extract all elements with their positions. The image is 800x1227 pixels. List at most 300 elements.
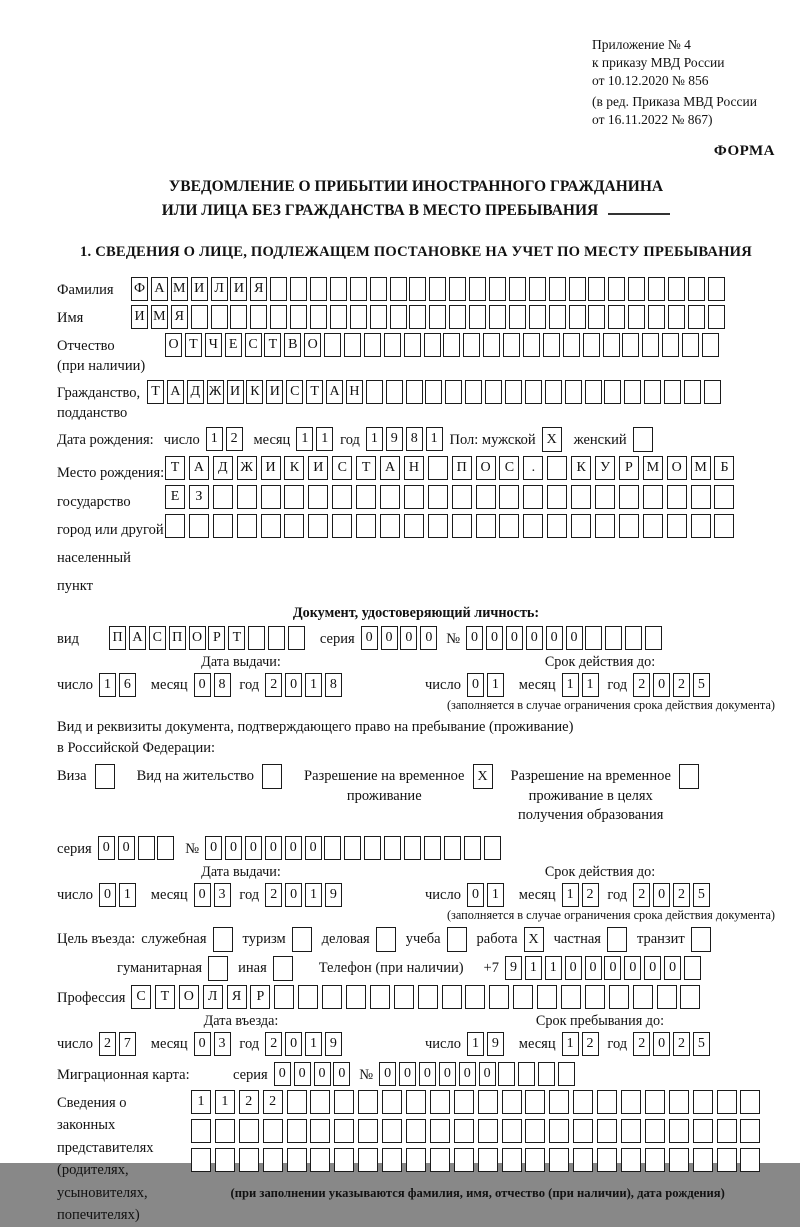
char-cell[interactable]: 0 bbox=[118, 836, 135, 860]
char-cell[interactable]: 2 bbox=[265, 883, 282, 907]
char-cell[interactable] bbox=[382, 1090, 402, 1114]
char-cell[interactable]: Р bbox=[619, 456, 639, 480]
char-cell[interactable] bbox=[165, 514, 185, 538]
char-cell[interactable] bbox=[394, 985, 414, 1009]
char-cell[interactable] bbox=[523, 514, 543, 538]
profession-input[interactable] bbox=[131, 985, 704, 1009]
doc-number-input[interactable] bbox=[466, 626, 665, 650]
char-cell[interactable]: П bbox=[109, 626, 126, 650]
char-cell[interactable]: 2 bbox=[263, 1090, 283, 1114]
char-cell[interactable]: П bbox=[452, 456, 472, 480]
char-cell[interactable] bbox=[332, 485, 352, 509]
char-cell[interactable] bbox=[380, 485, 400, 509]
validity-month-input[interactable] bbox=[562, 673, 602, 697]
char-cell[interactable] bbox=[573, 1119, 593, 1143]
char-cell[interactable]: Т bbox=[356, 456, 376, 480]
char-cell[interactable] bbox=[523, 485, 543, 509]
char-cell[interactable] bbox=[565, 380, 582, 404]
char-cell[interactable] bbox=[465, 380, 482, 404]
char-cell[interactable]: 1 bbox=[305, 883, 322, 907]
purpose-humanitarian-checkbox[interactable] bbox=[208, 956, 228, 981]
char-cell[interactable]: А bbox=[129, 626, 146, 650]
char-cell[interactable]: С bbox=[332, 456, 352, 480]
char-cell[interactable] bbox=[624, 380, 641, 404]
validity-year-input[interactable] bbox=[633, 673, 713, 697]
char-cell[interactable]: 0 bbox=[205, 836, 222, 860]
char-cell[interactable] bbox=[404, 514, 424, 538]
char-cell[interactable]: 0 bbox=[439, 1062, 456, 1086]
issue-day-input[interactable] bbox=[99, 673, 139, 697]
char-cell[interactable]: 0 bbox=[400, 626, 417, 650]
char-cell[interactable] bbox=[274, 985, 294, 1009]
char-cell[interactable] bbox=[346, 985, 366, 1009]
char-cell[interactable] bbox=[261, 485, 281, 509]
char-cell[interactable] bbox=[708, 305, 725, 329]
char-cell[interactable] bbox=[523, 333, 540, 357]
char-cell[interactable] bbox=[386, 380, 403, 404]
char-cell[interactable] bbox=[498, 1062, 515, 1086]
char-cell[interactable] bbox=[428, 514, 448, 538]
char-cell[interactable] bbox=[684, 380, 701, 404]
issue-year-input[interactable] bbox=[265, 673, 345, 697]
issue-year-input[interactable] bbox=[265, 883, 345, 907]
char-cell[interactable] bbox=[478, 1090, 498, 1114]
char-cell[interactable]: 0 bbox=[664, 956, 681, 980]
char-cell[interactable]: 0 bbox=[381, 626, 398, 650]
char-cell[interactable] bbox=[484, 836, 501, 860]
char-cell[interactable] bbox=[452, 514, 472, 538]
char-cell[interactable] bbox=[444, 836, 461, 860]
char-cell[interactable] bbox=[603, 333, 620, 357]
char-cell[interactable] bbox=[442, 985, 462, 1009]
char-cell[interactable] bbox=[370, 277, 387, 301]
char-cell[interactable] bbox=[537, 985, 557, 1009]
char-cell[interactable] bbox=[585, 985, 605, 1009]
char-cell[interactable] bbox=[525, 1119, 545, 1143]
char-cell[interactable] bbox=[454, 1119, 474, 1143]
char-cell[interactable]: О bbox=[476, 456, 496, 480]
char-cell[interactable] bbox=[608, 277, 625, 301]
validity-day-input[interactable] bbox=[467, 673, 507, 697]
char-cell[interactable] bbox=[284, 514, 304, 538]
char-cell[interactable] bbox=[489, 277, 506, 301]
char-cell[interactable] bbox=[261, 514, 281, 538]
char-cell[interactable]: 2 bbox=[226, 427, 243, 451]
representatives-row3-input[interactable] bbox=[191, 1148, 764, 1172]
char-cell[interactable] bbox=[645, 1090, 665, 1114]
char-cell[interactable]: 2 bbox=[633, 673, 650, 697]
char-cell[interactable] bbox=[308, 514, 328, 538]
char-cell[interactable]: 0 bbox=[653, 1032, 670, 1056]
char-cell[interactable] bbox=[525, 1090, 545, 1114]
char-cell[interactable]: К bbox=[571, 456, 591, 480]
migration-series-input[interactable] bbox=[274, 1062, 354, 1086]
char-cell[interactable] bbox=[270, 305, 287, 329]
char-cell[interactable] bbox=[237, 514, 257, 538]
entry-day-input[interactable] bbox=[99, 1032, 139, 1056]
char-cell[interactable] bbox=[454, 1090, 474, 1114]
char-cell[interactable] bbox=[588, 305, 605, 329]
char-cell[interactable] bbox=[263, 1148, 283, 1172]
char-cell[interactable] bbox=[213, 514, 233, 538]
char-cell[interactable] bbox=[585, 626, 602, 650]
char-cell[interactable]: Е bbox=[225, 333, 242, 357]
char-cell[interactable] bbox=[608, 305, 625, 329]
char-cell[interactable] bbox=[406, 1119, 426, 1143]
char-cell[interactable]: 1 bbox=[562, 1032, 579, 1056]
char-cell[interactable]: С bbox=[149, 626, 166, 650]
char-cell[interactable] bbox=[642, 333, 659, 357]
char-cell[interactable] bbox=[619, 485, 639, 509]
char-cell[interactable]: 2 bbox=[265, 673, 282, 697]
char-cell[interactable] bbox=[191, 305, 208, 329]
char-cell[interactable]: 2 bbox=[673, 673, 690, 697]
char-cell[interactable] bbox=[334, 1090, 354, 1114]
char-cell[interactable] bbox=[250, 305, 267, 329]
char-cell[interactable]: И bbox=[308, 456, 328, 480]
char-cell[interactable]: О bbox=[667, 456, 687, 480]
purpose-work-checkbox[interactable]: X bbox=[524, 927, 544, 952]
char-cell[interactable]: 1 bbox=[316, 427, 333, 451]
char-cell[interactable]: Т bbox=[147, 380, 164, 404]
char-cell[interactable]: Ф bbox=[131, 277, 148, 301]
birth-place-row2-input[interactable] bbox=[165, 485, 738, 509]
char-cell[interactable] bbox=[505, 380, 522, 404]
birth-place-row3-input[interactable] bbox=[165, 514, 738, 538]
char-cell[interactable]: У bbox=[595, 456, 615, 480]
char-cell[interactable] bbox=[476, 485, 496, 509]
char-cell[interactable] bbox=[424, 836, 441, 860]
char-cell[interactable]: 2 bbox=[633, 1032, 650, 1056]
char-cell[interactable]: Т bbox=[228, 626, 245, 650]
char-cell[interactable] bbox=[648, 277, 665, 301]
char-cell[interactable]: 1 bbox=[206, 427, 223, 451]
char-cell[interactable] bbox=[571, 514, 591, 538]
char-cell[interactable] bbox=[298, 985, 318, 1009]
char-cell[interactable] bbox=[237, 485, 257, 509]
validity-year-input[interactable] bbox=[633, 883, 713, 907]
char-cell[interactable] bbox=[585, 380, 602, 404]
char-cell[interactable]: Д bbox=[187, 380, 204, 404]
char-cell[interactable] bbox=[509, 277, 526, 301]
char-cell[interactable] bbox=[483, 333, 500, 357]
char-cell[interactable]: 0 bbox=[314, 1062, 331, 1086]
issue-month-input[interactable] bbox=[194, 883, 234, 907]
char-cell[interactable] bbox=[384, 333, 401, 357]
char-cell[interactable] bbox=[708, 277, 725, 301]
char-cell[interactable] bbox=[662, 333, 679, 357]
char-cell[interactable]: 1 bbox=[467, 1032, 484, 1056]
char-cell[interactable] bbox=[452, 485, 472, 509]
char-cell[interactable]: 0 bbox=[305, 836, 322, 860]
char-cell[interactable]: 0 bbox=[285, 1032, 302, 1056]
char-cell[interactable]: 1 bbox=[119, 883, 136, 907]
char-cell[interactable] bbox=[469, 277, 486, 301]
char-cell[interactable]: М bbox=[171, 277, 188, 301]
char-cell[interactable] bbox=[513, 985, 533, 1009]
representatives-row1-input[interactable] bbox=[191, 1090, 764, 1114]
char-cell[interactable] bbox=[645, 626, 662, 650]
char-cell[interactable]: 2 bbox=[239, 1090, 259, 1114]
char-cell[interactable] bbox=[406, 1090, 426, 1114]
char-cell[interactable]: З bbox=[189, 485, 209, 509]
char-cell[interactable]: 5 bbox=[693, 1032, 710, 1056]
char-cell[interactable] bbox=[693, 1148, 713, 1172]
char-cell[interactable] bbox=[688, 305, 705, 329]
char-cell[interactable]: 1 bbox=[545, 956, 562, 980]
char-cell[interactable] bbox=[622, 333, 639, 357]
char-cell[interactable]: М bbox=[151, 305, 168, 329]
char-cell[interactable]: Н bbox=[404, 456, 424, 480]
char-cell[interactable] bbox=[382, 1148, 402, 1172]
temp-residence-checkbox[interactable]: X bbox=[473, 764, 493, 789]
char-cell[interactable] bbox=[518, 1062, 535, 1086]
char-cell[interactable] bbox=[644, 380, 661, 404]
char-cell[interactable] bbox=[404, 836, 421, 860]
char-cell[interactable] bbox=[287, 1148, 307, 1172]
char-cell[interactable]: 1 bbox=[191, 1090, 211, 1114]
char-cell[interactable] bbox=[704, 380, 721, 404]
char-cell[interactable] bbox=[189, 514, 209, 538]
char-cell[interactable] bbox=[344, 333, 361, 357]
char-cell[interactable] bbox=[334, 1148, 354, 1172]
char-cell[interactable] bbox=[569, 305, 586, 329]
char-cell[interactable] bbox=[287, 1119, 307, 1143]
firstname-input[interactable] bbox=[131, 305, 728, 329]
char-cell[interactable]: 0 bbox=[194, 883, 211, 907]
char-cell[interactable] bbox=[549, 1148, 569, 1172]
char-cell[interactable] bbox=[445, 380, 462, 404]
char-cell[interactable]: Р bbox=[208, 626, 225, 650]
char-cell[interactable] bbox=[503, 333, 520, 357]
char-cell[interactable]: . bbox=[523, 456, 543, 480]
char-cell[interactable] bbox=[621, 1119, 641, 1143]
char-cell[interactable]: 6 bbox=[119, 673, 136, 697]
char-cell[interactable] bbox=[597, 1148, 617, 1172]
char-cell[interactable] bbox=[322, 985, 342, 1009]
char-cell[interactable] bbox=[595, 485, 615, 509]
char-cell[interactable]: 9 bbox=[505, 956, 522, 980]
char-cell[interactable] bbox=[430, 1148, 450, 1172]
char-cell[interactable] bbox=[290, 305, 307, 329]
char-cell[interactable] bbox=[549, 1119, 569, 1143]
char-cell[interactable] bbox=[384, 836, 401, 860]
purpose-tourism-checkbox[interactable] bbox=[292, 927, 312, 952]
char-cell[interactable]: 1 bbox=[305, 1032, 322, 1056]
char-cell[interactable] bbox=[669, 1148, 689, 1172]
char-cell[interactable] bbox=[529, 277, 546, 301]
char-cell[interactable] bbox=[230, 305, 247, 329]
char-cell[interactable] bbox=[424, 333, 441, 357]
char-cell[interactable]: 7 bbox=[119, 1032, 136, 1056]
char-cell[interactable]: 3 bbox=[214, 1032, 231, 1056]
char-cell[interactable]: 1 bbox=[426, 427, 443, 451]
char-cell[interactable] bbox=[478, 1148, 498, 1172]
char-cell[interactable] bbox=[682, 333, 699, 357]
char-cell[interactable] bbox=[502, 1148, 522, 1172]
char-cell[interactable] bbox=[356, 485, 376, 509]
char-cell[interactable]: Т bbox=[264, 333, 281, 357]
char-cell[interactable] bbox=[605, 626, 622, 650]
char-cell[interactable]: И bbox=[227, 380, 244, 404]
char-cell[interactable]: 0 bbox=[361, 626, 378, 650]
char-cell[interactable]: 2 bbox=[582, 883, 599, 907]
char-cell[interactable] bbox=[449, 305, 466, 329]
char-cell[interactable] bbox=[406, 1148, 426, 1172]
char-cell[interactable]: 0 bbox=[546, 626, 563, 650]
char-cell[interactable] bbox=[717, 1119, 737, 1143]
char-cell[interactable]: 0 bbox=[566, 626, 583, 650]
char-cell[interactable]: А bbox=[189, 456, 209, 480]
char-cell[interactable] bbox=[619, 514, 639, 538]
char-cell[interactable] bbox=[717, 1090, 737, 1114]
char-cell[interactable]: 2 bbox=[633, 883, 650, 907]
sex-female-checkbox[interactable] bbox=[633, 427, 653, 452]
char-cell[interactable] bbox=[430, 1090, 450, 1114]
char-cell[interactable]: 0 bbox=[653, 673, 670, 697]
char-cell[interactable]: М bbox=[691, 456, 711, 480]
char-cell[interactable]: 0 bbox=[285, 883, 302, 907]
char-cell[interactable] bbox=[502, 1090, 522, 1114]
char-cell[interactable] bbox=[538, 1062, 555, 1086]
residence-permit-checkbox[interactable] bbox=[262, 764, 282, 789]
char-cell[interactable]: 8 bbox=[214, 673, 231, 697]
char-cell[interactable] bbox=[350, 305, 367, 329]
char-cell[interactable]: 0 bbox=[459, 1062, 476, 1086]
char-cell[interactable]: К bbox=[246, 380, 263, 404]
char-cell[interactable]: 1 bbox=[99, 673, 116, 697]
char-cell[interactable] bbox=[157, 836, 174, 860]
char-cell[interactable]: А bbox=[151, 277, 168, 301]
patronymic-input[interactable] bbox=[165, 333, 722, 357]
char-cell[interactable] bbox=[628, 277, 645, 301]
char-cell[interactable] bbox=[358, 1148, 378, 1172]
char-cell[interactable] bbox=[621, 1090, 641, 1114]
char-cell[interactable] bbox=[664, 380, 681, 404]
char-cell[interactable] bbox=[215, 1119, 235, 1143]
char-cell[interactable]: 0 bbox=[526, 626, 543, 650]
char-cell[interactable] bbox=[691, 514, 711, 538]
citizenship-input[interactable] bbox=[147, 380, 724, 404]
char-cell[interactable] bbox=[310, 1119, 330, 1143]
char-cell[interactable] bbox=[499, 514, 519, 538]
char-cell[interactable] bbox=[290, 277, 307, 301]
char-cell[interactable]: 5 bbox=[693, 883, 710, 907]
phone-input[interactable] bbox=[505, 956, 704, 980]
char-cell[interactable]: И bbox=[131, 305, 148, 329]
char-cell[interactable] bbox=[525, 380, 542, 404]
char-cell[interactable] bbox=[211, 305, 228, 329]
char-cell[interactable] bbox=[404, 485, 424, 509]
char-cell[interactable] bbox=[547, 514, 567, 538]
char-cell[interactable] bbox=[573, 1090, 593, 1114]
char-cell[interactable] bbox=[428, 485, 448, 509]
char-cell[interactable]: Ж bbox=[237, 456, 257, 480]
char-cell[interactable] bbox=[643, 514, 663, 538]
char-cell[interactable] bbox=[476, 514, 496, 538]
char-cell[interactable] bbox=[356, 514, 376, 538]
char-cell[interactable]: О bbox=[189, 626, 206, 650]
char-cell[interactable]: 0 bbox=[265, 836, 282, 860]
char-cell[interactable]: 0 bbox=[466, 626, 483, 650]
char-cell[interactable] bbox=[308, 485, 328, 509]
purpose-private-checkbox[interactable] bbox=[607, 927, 627, 952]
char-cell[interactable]: 0 bbox=[653, 883, 670, 907]
char-cell[interactable] bbox=[430, 1119, 450, 1143]
char-cell[interactable] bbox=[525, 1148, 545, 1172]
char-cell[interactable]: 0 bbox=[420, 626, 437, 650]
char-cell[interactable] bbox=[633, 985, 653, 1009]
issue-day-input[interactable] bbox=[99, 883, 139, 907]
char-cell[interactable]: 0 bbox=[274, 1062, 291, 1086]
char-cell[interactable]: В bbox=[284, 333, 301, 357]
char-cell[interactable] bbox=[625, 626, 642, 650]
char-cell[interactable] bbox=[366, 380, 383, 404]
validity-month-input[interactable] bbox=[562, 883, 602, 907]
char-cell[interactable] bbox=[310, 277, 327, 301]
char-cell[interactable] bbox=[344, 836, 361, 860]
char-cell[interactable]: Л bbox=[211, 277, 228, 301]
char-cell[interactable] bbox=[740, 1119, 760, 1143]
char-cell[interactable] bbox=[489, 985, 509, 1009]
char-cell[interactable]: И bbox=[266, 380, 283, 404]
char-cell[interactable] bbox=[324, 836, 341, 860]
char-cell[interactable] bbox=[404, 333, 421, 357]
char-cell[interactable]: 0 bbox=[98, 836, 115, 860]
char-cell[interactable]: 0 bbox=[225, 836, 242, 860]
char-cell[interactable] bbox=[509, 305, 526, 329]
entry-year-input[interactable] bbox=[265, 1032, 345, 1056]
char-cell[interactable]: 1 bbox=[562, 673, 579, 697]
char-cell[interactable] bbox=[409, 305, 426, 329]
char-cell[interactable]: С bbox=[131, 985, 151, 1009]
char-cell[interactable] bbox=[561, 985, 581, 1009]
char-cell[interactable]: 2 bbox=[673, 1032, 690, 1056]
char-cell[interactable]: Р bbox=[250, 985, 270, 1009]
char-cell[interactable]: 0 bbox=[379, 1062, 396, 1086]
char-cell[interactable] bbox=[138, 836, 155, 860]
char-cell[interactable] bbox=[382, 1119, 402, 1143]
char-cell[interactable] bbox=[543, 333, 560, 357]
surname-input[interactable] bbox=[131, 277, 728, 301]
char-cell[interactable]: Д bbox=[213, 456, 233, 480]
char-cell[interactable] bbox=[425, 380, 442, 404]
char-cell[interactable] bbox=[680, 985, 700, 1009]
char-cell[interactable] bbox=[628, 305, 645, 329]
char-cell[interactable] bbox=[380, 514, 400, 538]
char-cell[interactable]: С bbox=[286, 380, 303, 404]
char-cell[interactable] bbox=[691, 485, 711, 509]
char-cell[interactable]: 1 bbox=[305, 673, 322, 697]
char-cell[interactable] bbox=[485, 380, 502, 404]
purpose-other-checkbox[interactable] bbox=[273, 956, 293, 981]
char-cell[interactable]: 9 bbox=[325, 1032, 342, 1056]
char-cell[interactable]: 0 bbox=[294, 1062, 311, 1086]
char-cell[interactable]: 1 bbox=[215, 1090, 235, 1114]
char-cell[interactable] bbox=[390, 277, 407, 301]
char-cell[interactable] bbox=[287, 1090, 307, 1114]
char-cell[interactable] bbox=[595, 514, 615, 538]
char-cell[interactable] bbox=[469, 305, 486, 329]
char-cell[interactable]: Ж bbox=[207, 380, 224, 404]
char-cell[interactable]: 0 bbox=[399, 1062, 416, 1086]
char-cell[interactable]: 1 bbox=[525, 956, 542, 980]
validity-day-input[interactable] bbox=[467, 883, 507, 907]
char-cell[interactable] bbox=[669, 1119, 689, 1143]
char-cell[interactable]: 2 bbox=[99, 1032, 116, 1056]
birth-year-input[interactable] bbox=[366, 427, 446, 451]
char-cell[interactable] bbox=[332, 514, 352, 538]
